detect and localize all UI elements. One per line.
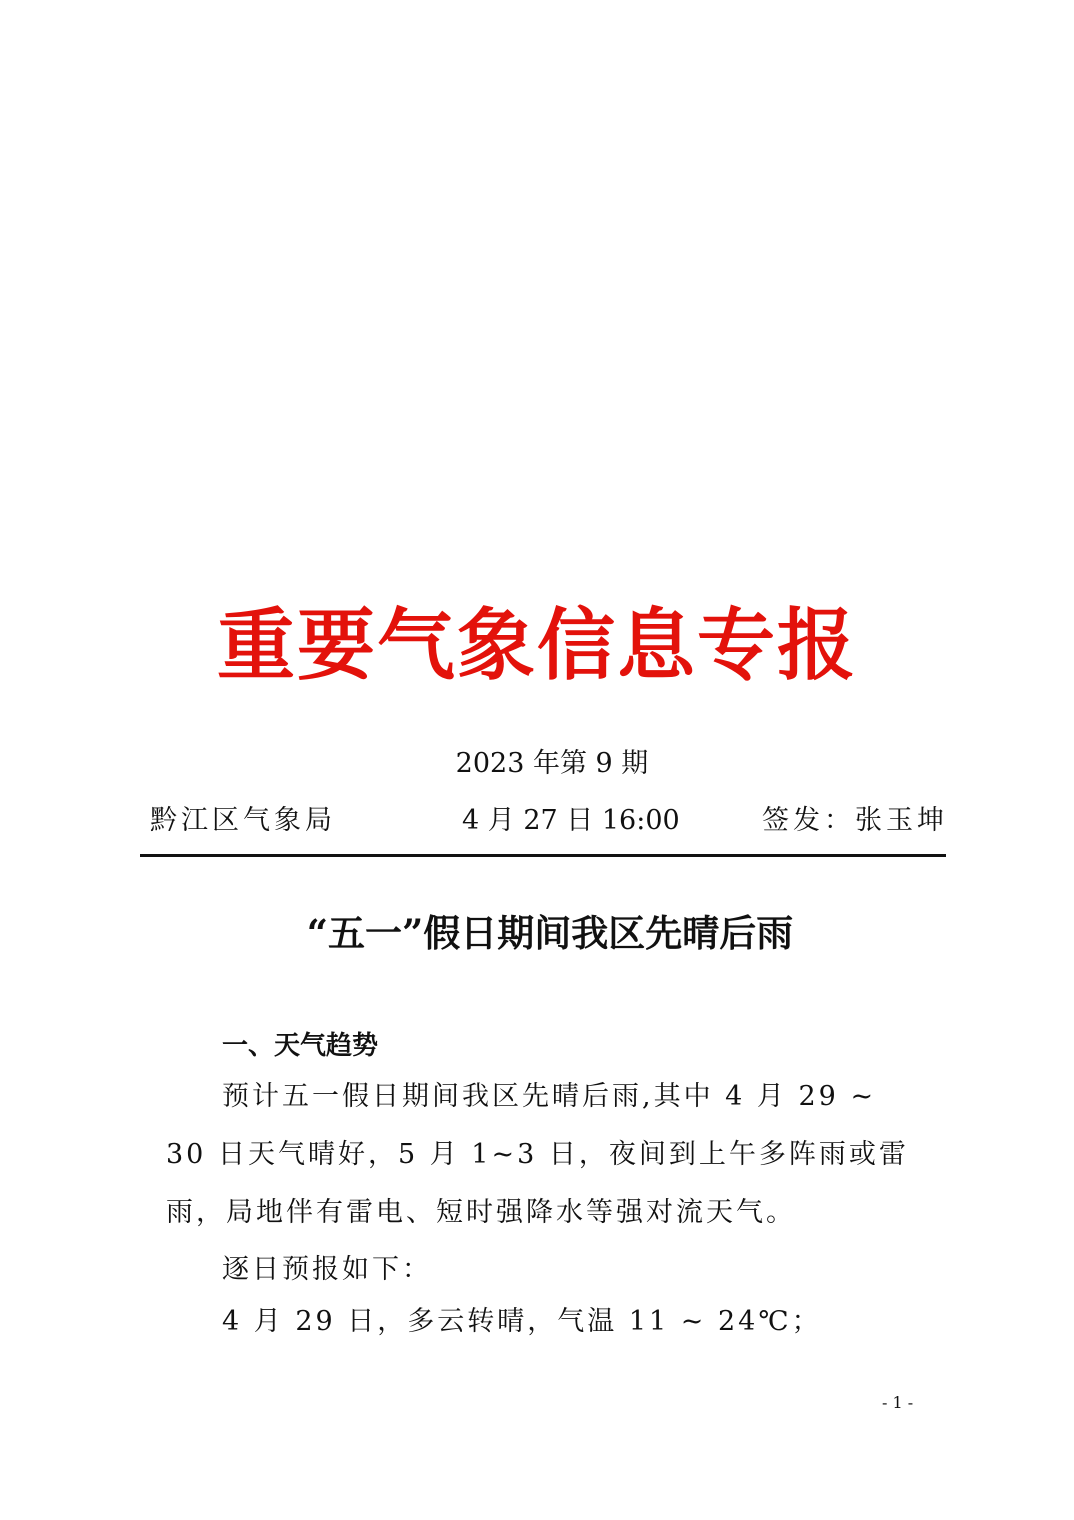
signer: 签发：张玉坤 xyxy=(762,805,948,836)
document-title: “五一”假日期间我区先晴后雨 xyxy=(306,911,794,955)
daily-forecast-intro: 逐日预报如下： xyxy=(222,1254,432,1285)
header-divider xyxy=(140,854,946,857)
masthead-title: 重要气象信息专报 xyxy=(216,600,857,691)
section-heading: 一、天气趋势 xyxy=(222,1031,379,1061)
page-number: - 1 - xyxy=(882,1393,914,1412)
issue-time: 4 月 27 日 16:00 xyxy=(462,805,680,836)
trend-paragraph: 预计五一假日期间我区先晴后雨,其中 4 月 29 ~ 30 日天气晴好，5 月 1~3 日，夜间到上午多阵雨或雷雨，局地伴有雷电、短时强降水等强对流天气。 xyxy=(166,1081,909,1228)
issue-number: 2023 年第 9 期 xyxy=(455,748,649,779)
issuing-agency: 黔江区气象局 xyxy=(150,805,336,836)
daily-forecast-item: 4 月 29 日，多云转晴，气温 11 ~ 24℃； xyxy=(222,1306,822,1337)
